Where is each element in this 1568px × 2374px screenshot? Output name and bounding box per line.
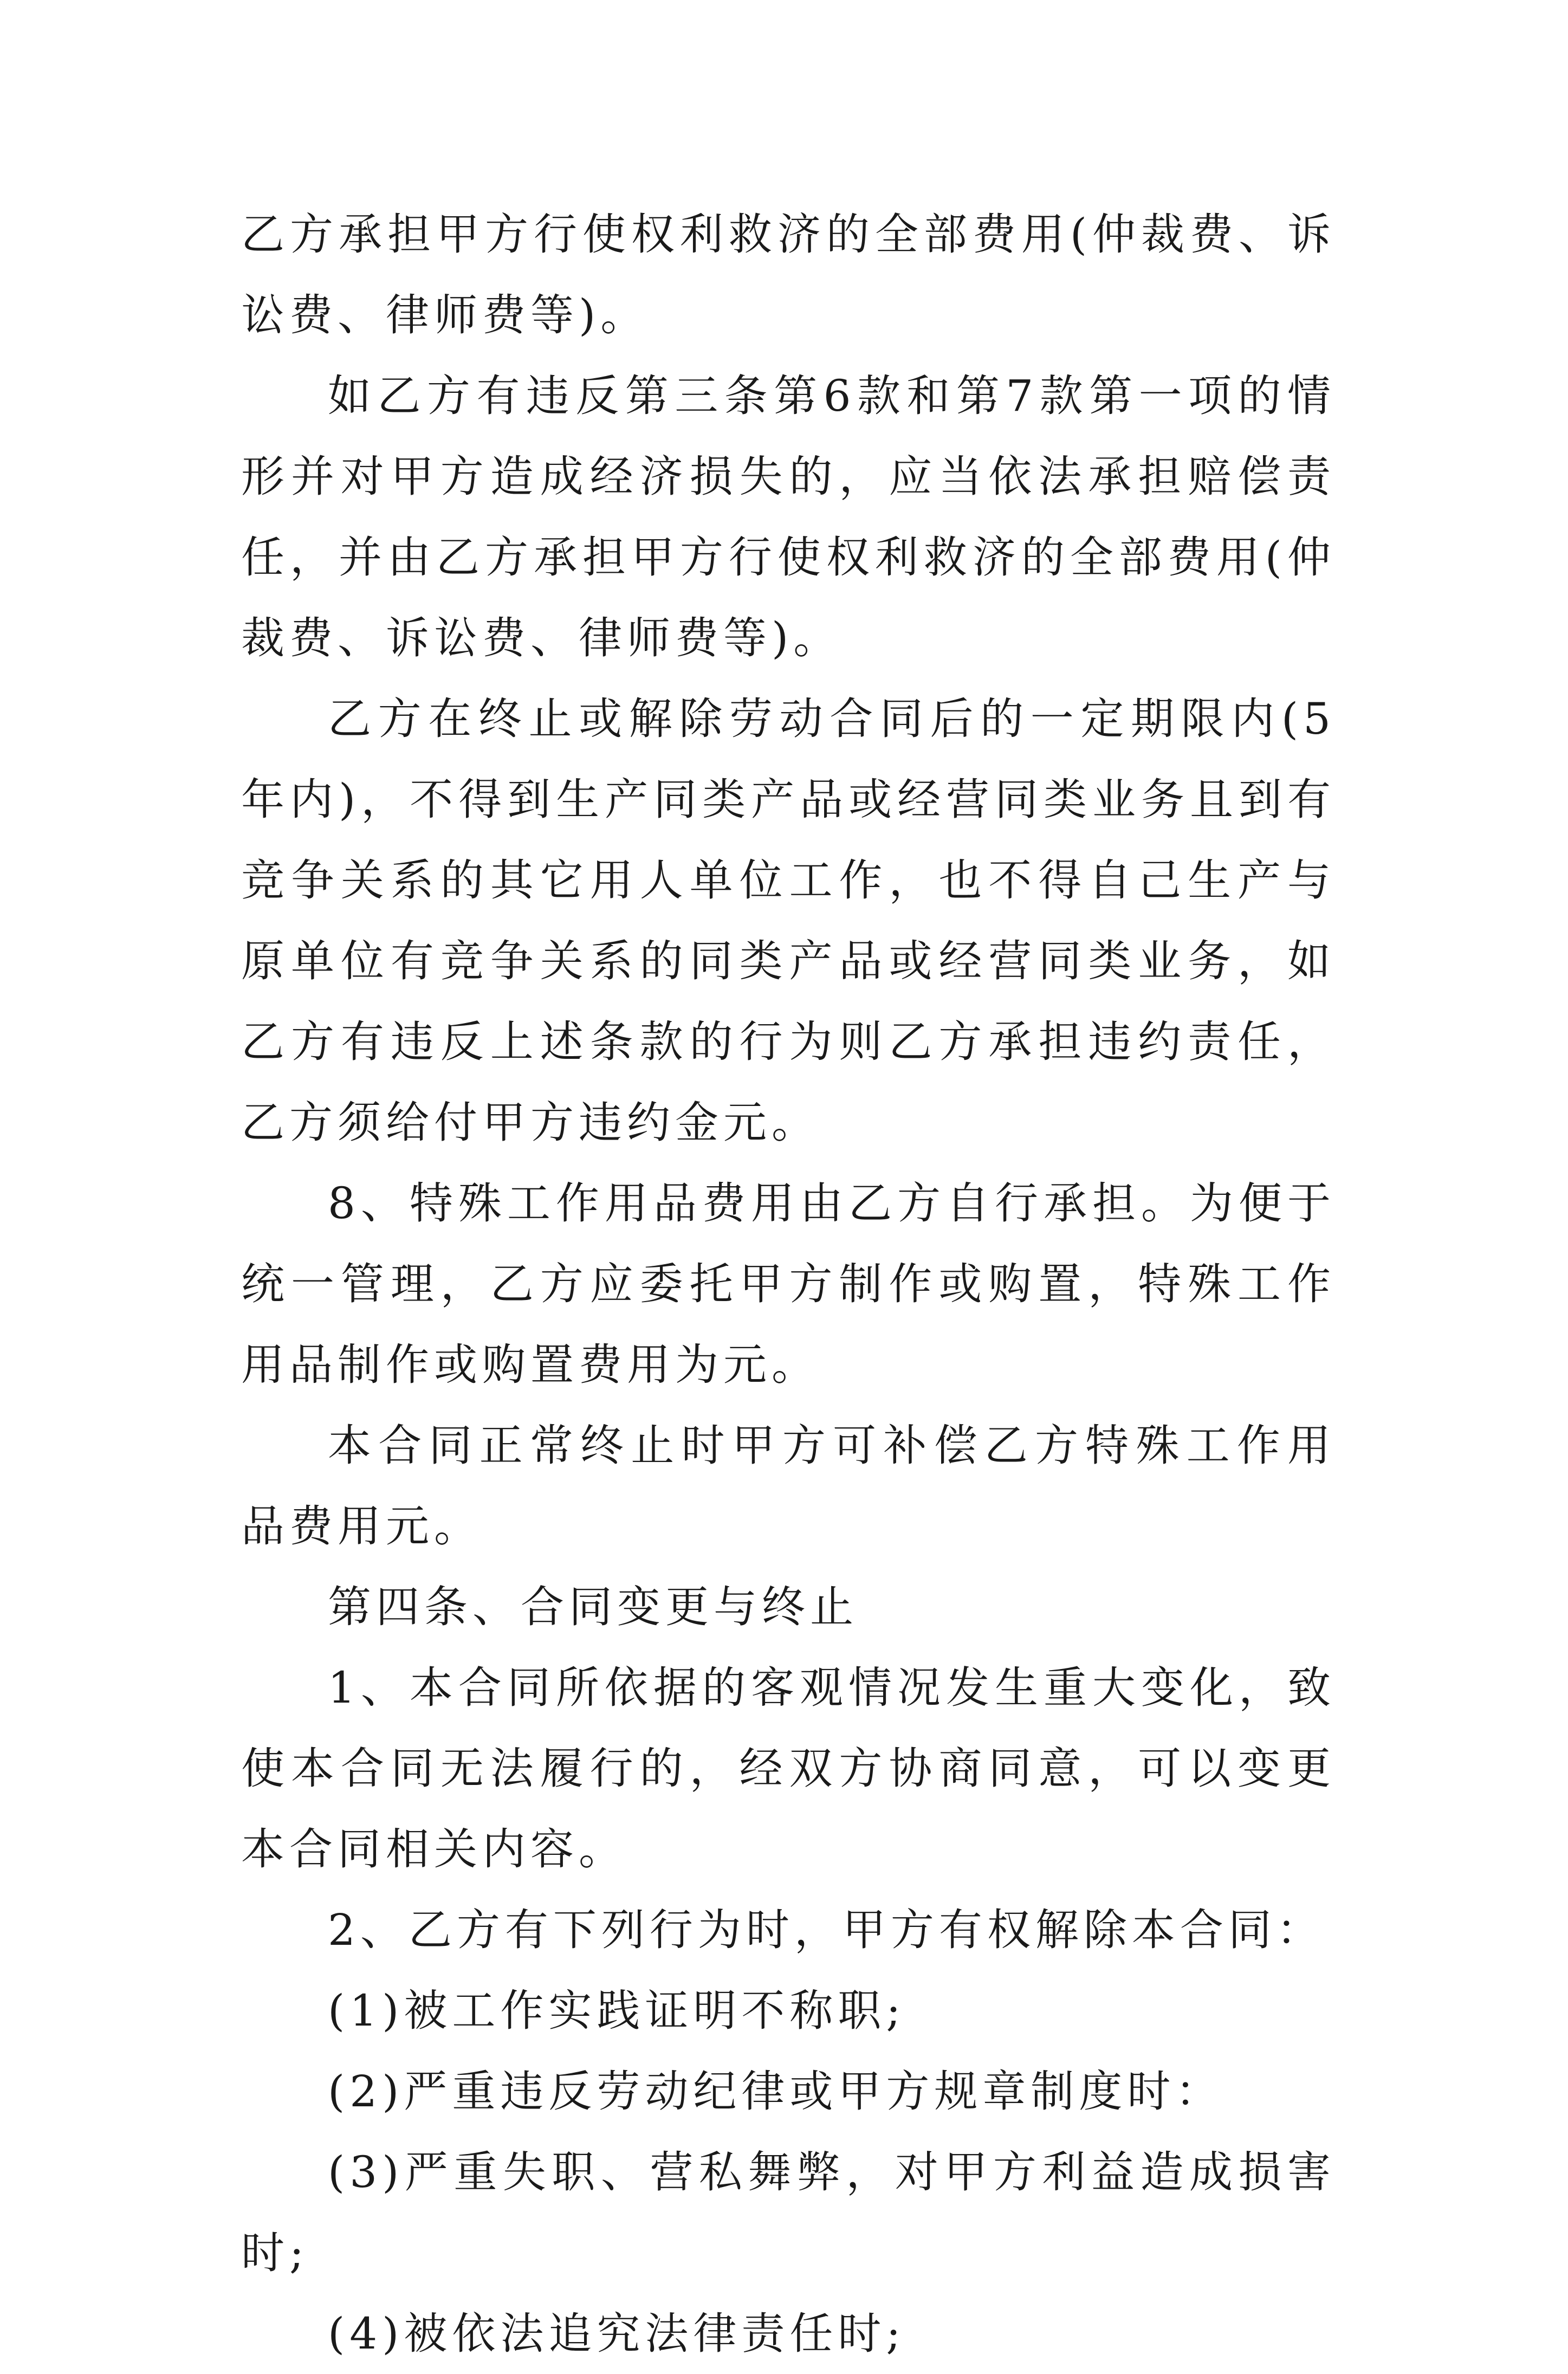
paragraph-non-compete: 乙方在终止或解除劳动合同后的一定期限内(5年内)，不得到生产同类产品或经营同类业务且到有竞争关系的其它用人单位工作，也不得自己生产与原单位有竞争关系的同类产品或经营同类业务，如乙方有违反上述条款的行为则乙方承担违约责任，乙方须给付甲方违约金元。 xyxy=(241,694,1336,1148)
paragraph-special-work-items: 8、特殊工作用品费用由乙方自行承担。为便于统一管理，乙方应委托甲方制作或购置，特殊工作用品制作或购置费用为元。 xyxy=(241,1178,1336,1390)
list-item-legal-liability: (4)被依法追究法律责任时; xyxy=(328,2308,906,2359)
list-item-incompetent: (1)被工作实践证明不称职; xyxy=(328,1985,906,2036)
section-heading-article-four: 第四条、合同变更与终止 xyxy=(328,1582,858,1632)
list-item-misconduct: (3)严重失职、营私舞弊，对甲方利益造成损害时; xyxy=(241,2147,1336,2278)
document-body xyxy=(241,194,1336,2374)
paragraph-violation-clause: 如乙方有违反第三条第6款和第7款第一项的情形并对甲方造成经济损失的，应当依法承担赔偿责任，并由乙方承担甲方行使权利救济的全部费用(仲裁费、诉讼费、律师费等)。 xyxy=(241,371,1336,663)
list-item-discipline-violation: (2)严重违反劳动纪律或甲方规章制度时： xyxy=(328,2066,1224,2117)
paragraph-contract-change: 1、本合同所依据的客观情况发生重大变化，致使本合同无法履行的，经双方协商同意，可以变更本合同相关内容。 xyxy=(241,1663,1336,1874)
paragraph-termination-rights: 2、乙方有下列行为时，甲方有权解除本合同： xyxy=(328,1905,1325,1955)
paragraph-fee-continuation: 乙方承担甲方行使权利救济的全部费用(仲裁费、诉讼费、律师费等)。 xyxy=(241,209,1336,340)
paragraph-compensation: 本合同正常终止时甲方可补偿乙方特殊工作用品费用元。 xyxy=(241,1420,1336,1551)
